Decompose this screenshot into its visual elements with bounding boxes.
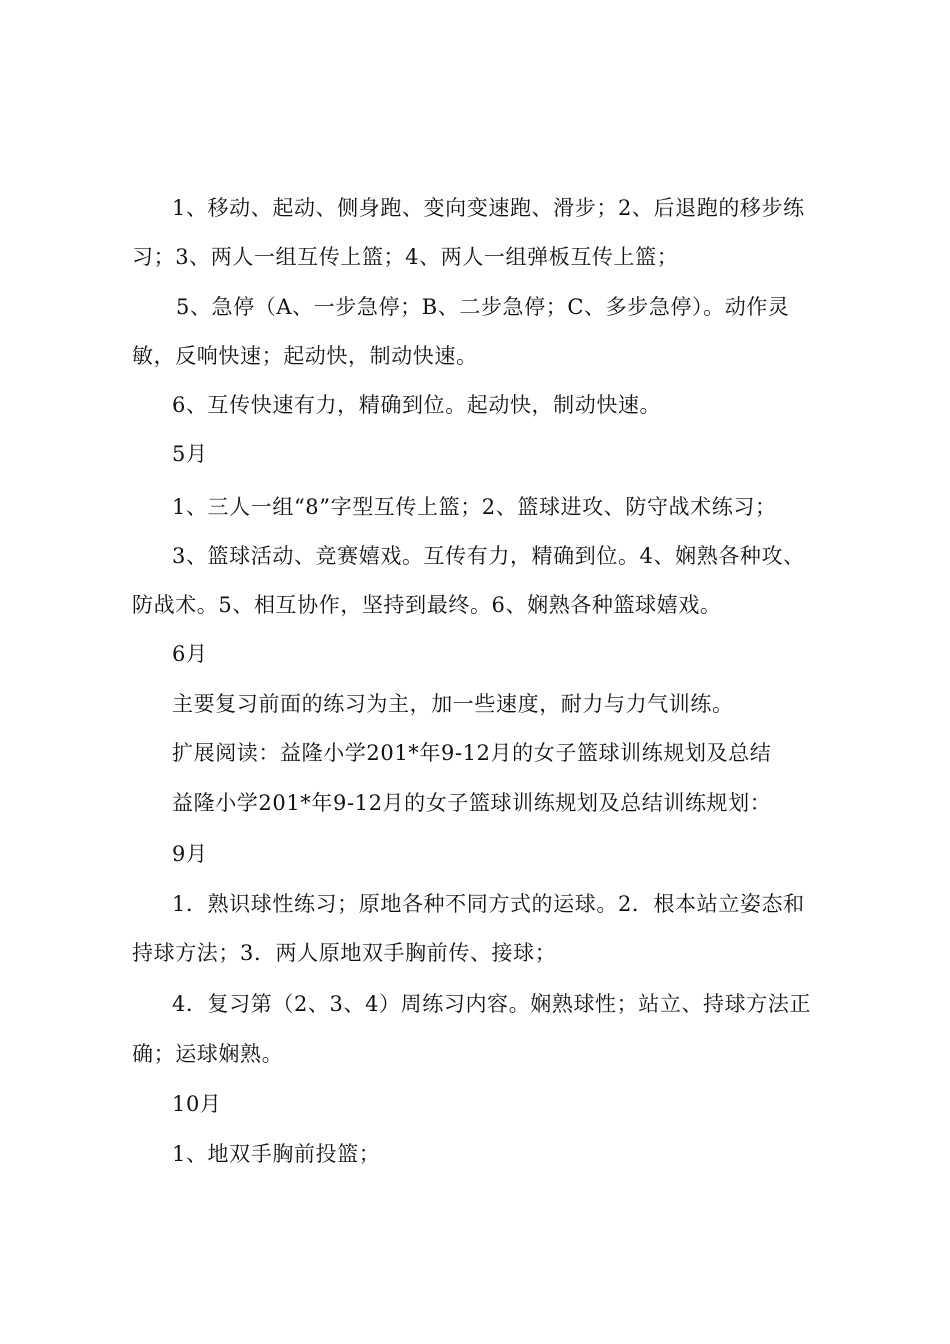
paragraph-line: 3、篮球活动、竞赛嬉戏。互传有力，精确到位。4、娴熟各种攻、 bbox=[172, 544, 805, 568]
paragraph-line: 防战术。5、相互协作，坚持到最终。6、娴熟各种篮球嬉戏。 bbox=[132, 593, 722, 617]
paragraph-line: 1、移动、起动、侧身跑、变向变速跑、滑步；2、后退跑的移步练 bbox=[172, 196, 805, 220]
paragraph-line: 主要复习前面的练习为主，加一些速度，耐力与力气训练。 bbox=[172, 692, 734, 716]
extended-reading-line: 扩展阅读：益隆小学201*年9-12月的女子篮球训练规划及总结 bbox=[172, 741, 772, 765]
paragraph-line: 1．熟识球性练习；原地各种不同方式的运球。2．根本站立姿态和 bbox=[172, 892, 805, 916]
month-heading: 5月 bbox=[172, 442, 208, 466]
paragraph-line: 习；3、两人一组互传上篮；4、两人一组弹板互传上篮； bbox=[132, 245, 679, 269]
section-title: 益隆小学201*年9-12月的女子篮球训练规划及总结训练规划： bbox=[172, 791, 772, 815]
month-heading: 9月 bbox=[172, 842, 208, 866]
month-heading: 10月 bbox=[172, 1092, 222, 1116]
paragraph-line: 敏，反响快速；起动快，制动快速。 bbox=[132, 344, 478, 368]
month-heading: 6月 bbox=[172, 642, 208, 666]
paragraph-line: 确；运球娴熟。 bbox=[132, 1042, 284, 1066]
paragraph-line: 1、地双手胸前投篮； bbox=[172, 1142, 381, 1166]
paragraph-line: 4．复习第（2、3、4）周练习内容。娴熟球性；站立、持球方法正 bbox=[172, 992, 812, 1016]
paragraph-line: 6、互传快速有力，精确到位。起动快，制动快速。 bbox=[172, 393, 662, 417]
paragraph-line: 持球方法；3．两人原地双手胸前传、接球； bbox=[132, 941, 557, 965]
paragraph-line: 5、急停（A、一步急停；B、二步急停；C、多步急停）。动作灵 bbox=[176, 295, 790, 319]
paragraph-line: 1、三人一组“8”字型互传上篮；2、篮球进攻、防守战术练习； bbox=[172, 495, 777, 519]
